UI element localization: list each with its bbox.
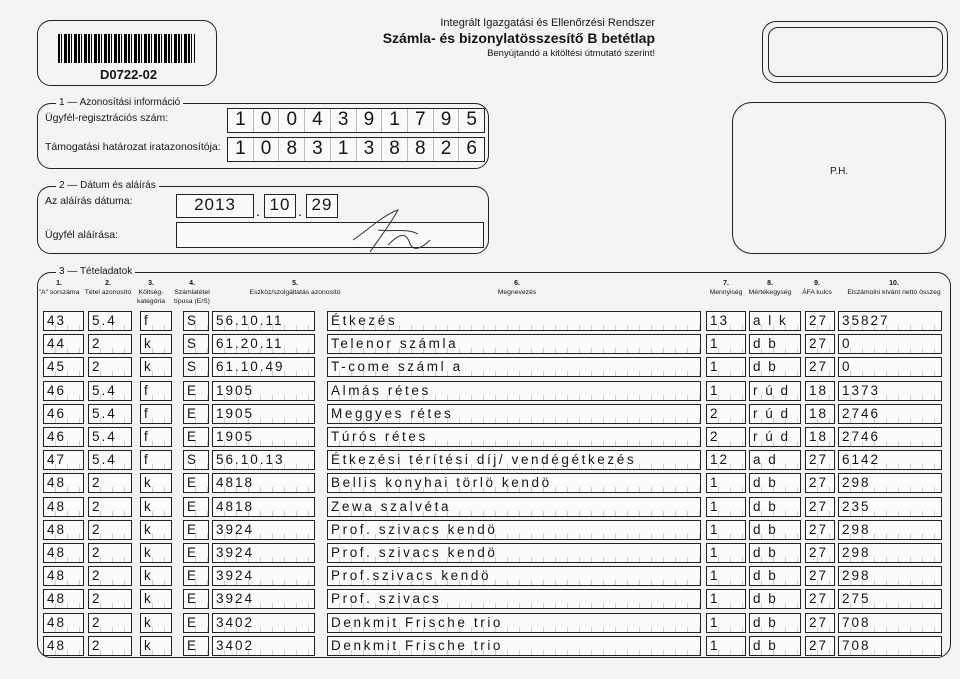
item-id-cell[interactable]: 5.4 — [88, 311, 132, 331]
column-number: 9. — [814, 280, 820, 287]
cost-category-cell[interactable]: f — [140, 450, 172, 470]
asset-id-cell[interactable]: 4818 — [212, 473, 315, 493]
row-number-cell[interactable]: 48 — [43, 497, 84, 517]
column-header: Elszámolni kívánt nettó összeg — [847, 289, 941, 296]
cost-category-cell[interactable]: k — [140, 566, 172, 586]
cost-category-cell[interactable]: f — [140, 311, 172, 331]
net-amount-cell[interactable]: 35827 — [838, 311, 942, 331]
column-number: 10. — [889, 280, 899, 287]
quantity-cell[interactable]: 1 — [706, 543, 746, 563]
client-id-digit: 3 — [331, 109, 357, 132]
decision-id-digit: 6 — [466, 138, 477, 159]
client-id-digit: 1 — [382, 109, 408, 132]
item-type-cell[interactable]: E — [183, 636, 209, 656]
description-cell[interactable]: Prof.szivacs kendö — [327, 566, 701, 586]
item-id-cell[interactable]: 2 — [88, 613, 132, 633]
quantity-cell[interactable]: 1 — [706, 381, 746, 401]
asset-id-cell[interactable]: 1905 — [212, 427, 315, 447]
vat-rate-cell[interactable]: 27 — [805, 311, 835, 331]
column-header: ÁFA kulcs — [802, 289, 832, 296]
decision-id-digit: 0 — [254, 138, 280, 161]
net-amount-cell[interactable]: 298 — [838, 520, 942, 540]
cost-category-cell[interactable]: k — [140, 334, 172, 354]
unit-cell[interactable]: a d — [749, 450, 801, 470]
cost-category-cell[interactable]: k — [140, 613, 172, 633]
net-amount-cell[interactable]: 298 — [838, 543, 942, 563]
date-separator: . — [298, 203, 302, 219]
date-year-field[interactable]: 2013 — [176, 194, 254, 218]
vat-rate-cell[interactable]: 27 — [805, 497, 835, 517]
client-id-field[interactable] — [227, 108, 485, 133]
cost-category-cell[interactable]: f — [140, 404, 172, 424]
quantity-cell[interactable]: 1 — [706, 473, 746, 493]
quantity-cell[interactable]: 1 — [706, 636, 746, 656]
decision-id-field[interactable] — [227, 137, 485, 162]
vat-rate-cell[interactable]: 18 — [805, 427, 835, 447]
row-number-cell[interactable]: 45 — [43, 357, 84, 377]
unit-cell[interactable]: d b — [749, 334, 801, 354]
cost-category-cell[interactable]: k — [140, 357, 172, 377]
client-id-label: Ügyfél-regisztrációs szám: — [45, 112, 169, 124]
column-header: Költség-kategória — [137, 289, 165, 305]
net-amount-cell[interactable]: 235 — [838, 497, 942, 517]
cost-category-cell[interactable]: k — [140, 473, 172, 493]
description-cell[interactable]: Telenor számla — [327, 334, 701, 354]
row-number-cell[interactable]: 48 — [43, 520, 84, 540]
asset-id-cell[interactable]: 61.20.11 — [212, 334, 315, 354]
decision-id-digit: 8 — [408, 138, 434, 161]
unit-cell[interactable]: d b — [749, 357, 801, 377]
item-type-cell[interactable]: E — [183, 404, 209, 424]
net-amount-cell[interactable]: 0 — [838, 334, 942, 354]
item-id-cell[interactable]: 2 — [88, 497, 132, 517]
net-amount-cell[interactable]: 298 — [838, 473, 942, 493]
asset-id-cell[interactable]: 61.10.49 — [212, 357, 315, 377]
vat-rate-cell[interactable]: 27 — [805, 357, 835, 377]
form-title: Számla- és bizonylatösszesítő B betétlap — [382, 30, 655, 46]
quantity-cell[interactable]: 1 — [706, 613, 746, 633]
vat-rate-cell[interactable]: 27 — [805, 589, 835, 609]
cost-category-cell[interactable]: f — [140, 381, 172, 401]
asset-id-cell[interactable]: 1905 — [212, 404, 315, 424]
item-type-cell[interactable]: S — [183, 311, 209, 331]
description-cell[interactable]: Almás rétes — [327, 381, 701, 401]
system-name: Integrált Igazgatási és Ellenőrzési Rendszer — [440, 17, 655, 29]
cost-category-cell[interactable]: k — [140, 636, 172, 656]
quantity-cell[interactable]: 1 — [706, 589, 746, 609]
item-type-cell[interactable]: E — [183, 497, 209, 517]
item-id-cell[interactable]: 5.4 — [88, 427, 132, 447]
asset-id-cell[interactable]: 1905 — [212, 381, 315, 401]
client-id-digit: 7 — [408, 109, 434, 132]
unit-cell[interactable]: r ú d — [749, 404, 801, 424]
decision-id-digit: 1 — [228, 138, 254, 161]
column-header: Mennyiség — [709, 289, 743, 296]
item-id-cell[interactable]: 5.4 — [88, 404, 132, 424]
decision-id-digit: 3 — [357, 138, 383, 161]
quantity-cell[interactable]: 1 — [706, 357, 746, 377]
signature-date-label: Az aláírás dátuma: — [45, 195, 133, 207]
unit-cell[interactable]: a l k — [749, 311, 801, 331]
vat-rate-cell[interactable]: 27 — [805, 613, 835, 633]
row-number-cell[interactable]: 48 — [43, 613, 84, 633]
vat-rate-cell[interactable]: 27 — [805, 450, 835, 470]
stamp-area — [732, 102, 946, 254]
cost-category-cell[interactable]: k — [140, 543, 172, 563]
signature-label: Ügyfél aláírása: — [45, 229, 118, 241]
net-amount-cell[interactable]: 2746 — [838, 427, 942, 447]
item-type-cell[interactable]: E — [183, 473, 209, 493]
item-type-cell[interactable]: E — [183, 589, 209, 609]
cost-category-cell[interactable]: k — [140, 589, 172, 609]
barcode — [58, 34, 195, 63]
column-header: Megnevezés — [497, 289, 537, 296]
asset-id-cell[interactable]: 3924 — [212, 589, 315, 609]
description-cell[interactable]: Meggyes rétes — [327, 404, 701, 424]
net-amount-cell[interactable]: 298 — [838, 566, 942, 586]
top-right-inner-box — [768, 27, 943, 77]
net-amount-cell[interactable]: 6142 — [838, 450, 942, 470]
item-id-cell[interactable]: 5.4 — [88, 381, 132, 401]
item-id-cell[interactable]: 2 — [88, 543, 132, 563]
quantity-cell[interactable]: 1 — [706, 334, 746, 354]
client-id-digit: 0 — [254, 109, 280, 132]
vat-rate-cell[interactable]: 27 — [805, 334, 835, 354]
asset-id-cell[interactable]: 3402 — [212, 636, 315, 656]
column-header: Tétel azonosító — [84, 289, 132, 296]
client-id-digit: 9 — [434, 109, 460, 132]
description-cell[interactable]: Zewa szalvéta — [327, 497, 701, 517]
unit-cell[interactable]: d b — [749, 520, 801, 540]
column-number: 3. — [148, 280, 154, 287]
asset-id-cell[interactable]: 4818 — [212, 497, 315, 517]
item-id-cell[interactable]: 2 — [88, 636, 132, 656]
client-id-digit: 9 — [357, 109, 383, 132]
row-number-cell[interactable]: 48 — [43, 473, 84, 493]
asset-id-cell[interactable]: 3924 — [212, 566, 315, 586]
vat-rate-cell[interactable]: 27 — [805, 636, 835, 656]
item-type-cell[interactable]: E — [183, 566, 209, 586]
items-section-title: 3 — Tételadatok — [56, 266, 135, 277]
description-cell[interactable]: Prof. szivacs kendö — [327, 543, 701, 563]
vat-rate-cell[interactable]: 27 — [805, 473, 835, 493]
item-type-cell[interactable]: E — [183, 381, 209, 401]
item-type-cell[interactable]: E — [183, 427, 209, 447]
cost-category-cell[interactable]: k — [140, 497, 172, 517]
vat-rate-cell[interactable]: 27 — [805, 566, 835, 586]
item-type-cell[interactable]: S — [183, 334, 209, 354]
decision-id-digit: 8 — [279, 138, 305, 161]
asset-id-cell[interactable]: 3924 — [212, 520, 315, 540]
quantity-cell[interactable]: 2 — [706, 427, 746, 447]
quantity-cell[interactable]: 1 — [706, 520, 746, 540]
row-number-cell[interactable]: 48 — [43, 636, 84, 656]
row-number-cell[interactable]: 48 — [43, 543, 84, 563]
net-amount-cell[interactable]: 708 — [838, 613, 942, 633]
column-number: 1. — [56, 280, 62, 287]
description-cell[interactable]: Étkezési térítési díj/ vendégétkezés — [327, 450, 701, 470]
date-separator: . — [256, 203, 260, 219]
column-number: 4. — [189, 280, 195, 287]
column-number: 6. — [514, 280, 520, 287]
net-amount-cell[interactable]: 2746 — [838, 404, 942, 424]
item-type-cell[interactable]: S — [183, 450, 209, 470]
vat-rate-cell[interactable]: 27 — [805, 520, 835, 540]
column-header: Mértékegység — [748, 289, 792, 296]
date-signature-section-title: 2 — Dátum és aláírás — [56, 180, 159, 191]
description-cell[interactable]: T-come száml a — [327, 357, 701, 377]
item-type-cell[interactable]: E — [183, 543, 209, 563]
form-heading — [325, 17, 655, 59]
row-number-cell[interactable]: 46 — [43, 381, 84, 401]
row-number-cell[interactable]: 46 — [43, 404, 84, 424]
asset-id-cell[interactable]: 3402 — [212, 613, 315, 633]
decision-id-digit: 1 — [331, 138, 357, 161]
decision-id-digit: 3 — [305, 138, 331, 161]
decision-id-digit: 8 — [382, 138, 408, 161]
row-number-cell[interactable]: 48 — [43, 589, 84, 609]
cost-category-cell[interactable]: k — [140, 520, 172, 540]
vat-rate-cell[interactable]: 27 — [805, 543, 835, 563]
item-type-cell[interactable]: E — [183, 520, 209, 540]
form-instruction: Benyújtandó a kitöltési útmutató szerint! — [487, 48, 655, 59]
identification-section-title: 1 — Azonosítási információ — [56, 97, 183, 108]
net-amount-cell[interactable]: 708 — [838, 636, 942, 656]
unit-cell[interactable]: d b — [749, 613, 801, 633]
vat-rate-cell[interactable]: 18 — [805, 404, 835, 424]
decision-id-label: Támogatási határozat iratazonosítója: — [45, 141, 221, 153]
description-cell[interactable]: Prof. szivacs kendö — [327, 520, 701, 540]
asset-id-cell[interactable]: 56.10.13 — [212, 450, 315, 470]
unit-cell[interactable]: d b — [749, 566, 801, 586]
item-type-cell[interactable]: E — [183, 613, 209, 633]
client-id-digit: 0 — [279, 109, 305, 132]
unit-cell[interactable]: d b — [749, 473, 801, 493]
row-number-cell[interactable]: 44 — [43, 334, 84, 354]
description-cell[interactable]: Prof. szivacs — [327, 589, 701, 609]
item-id-cell[interactable]: 2 — [88, 520, 132, 540]
column-header: "A" sorszáma — [38, 289, 80, 296]
unit-cell[interactable]: d b — [749, 636, 801, 656]
description-cell[interactable]: Bellis konyhai törlö kendö — [327, 473, 701, 493]
item-type-cell[interactable]: S — [183, 357, 209, 377]
decision-id-digit: 2 — [434, 138, 460, 161]
item-id-cell[interactable]: 2 — [88, 589, 132, 609]
asset-id-cell[interactable]: 56.10.11 — [212, 311, 315, 331]
asset-id-cell[interactable]: 3924 — [212, 543, 315, 563]
item-id-cell[interactable]: 5.4 — [88, 450, 132, 470]
net-amount-cell[interactable]: 1373 — [838, 381, 942, 401]
row-number-cell[interactable]: 48 — [43, 566, 84, 586]
signature-scribble — [348, 200, 438, 260]
unit-cell[interactable]: r ú d — [749, 381, 801, 401]
description-cell[interactable]: Denkmit Frische trio — [327, 613, 701, 633]
item-id-cell[interactable]: 2 — [88, 334, 132, 354]
cost-category-cell[interactable]: f — [140, 427, 172, 447]
quantity-cell[interactable]: 12 — [706, 450, 746, 470]
item-id-cell[interactable]: 2 — [88, 566, 132, 586]
description-cell[interactable]: Étkezés — [327, 311, 701, 331]
unit-cell[interactable]: r ú d — [749, 427, 801, 447]
form-code: D0722-02 — [100, 67, 158, 82]
column-number: 5. — [292, 280, 298, 287]
row-number-cell[interactable]: 43 — [43, 311, 84, 331]
net-amount-cell[interactable]: 275 — [838, 589, 942, 609]
item-id-cell[interactable]: 2 — [88, 357, 132, 377]
date-month-field[interactable]: 10 — [264, 194, 296, 218]
client-id-digit: 4 — [305, 109, 331, 132]
column-number: 7. — [723, 280, 729, 287]
column-header: Számlatétel típusa (E/S) — [174, 289, 210, 305]
unit-cell[interactable]: d b — [749, 497, 801, 517]
date-day-field[interactable]: 29 — [306, 194, 338, 218]
quantity-cell[interactable]: 13 — [706, 311, 746, 331]
client-id-digit: 1 — [228, 109, 254, 132]
item-id-cell[interactable]: 2 — [88, 473, 132, 493]
description-cell[interactable]: Denkmit Frische trio — [327, 636, 701, 656]
unit-cell[interactable]: d b — [749, 589, 801, 609]
quantity-cell[interactable]: 2 — [706, 404, 746, 424]
row-number-cell[interactable]: 47 — [43, 450, 84, 470]
column-number: 2. — [105, 280, 111, 287]
column-header: Eszköz/szolgáltatás azonosító — [249, 289, 341, 296]
net-amount-cell[interactable]: 0 — [838, 357, 942, 377]
column-number: 8. — [767, 280, 773, 287]
description-cell[interactable]: Túrós rétes — [327, 427, 701, 447]
quantity-cell[interactable]: 1 — [706, 497, 746, 517]
row-number-cell[interactable]: 46 — [43, 427, 84, 447]
client-id-digit: 5 — [466, 109, 477, 130]
quantity-cell[interactable]: 1 — [706, 566, 746, 586]
unit-cell[interactable]: d b — [749, 543, 801, 563]
vat-rate-cell[interactable]: 18 — [805, 381, 835, 401]
stamp-ph-label: P.H. — [830, 166, 849, 177]
